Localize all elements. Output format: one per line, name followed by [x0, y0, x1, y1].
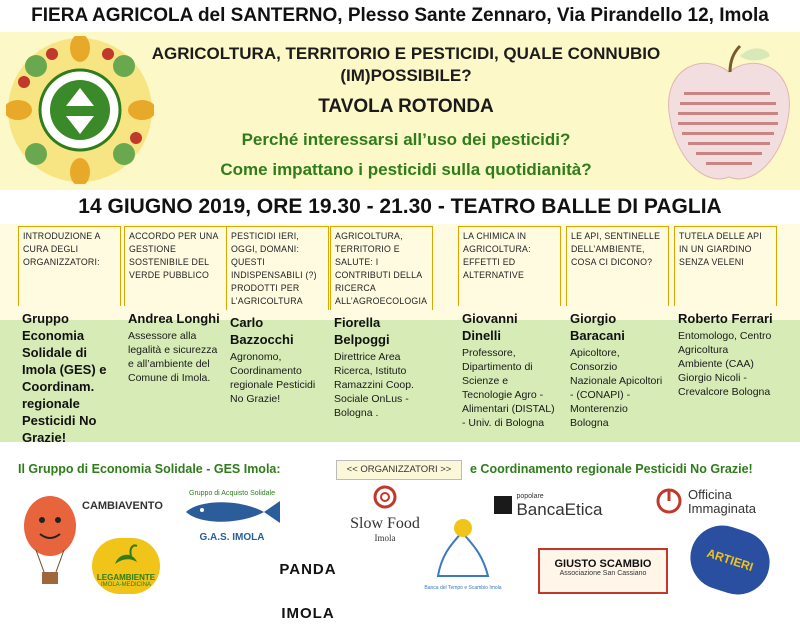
slow-food-label: Slow Food — [350, 515, 420, 532]
speaker-column — [566, 226, 669, 438]
date-line: 14 GIUGNO 2019, ORE 19.30 - 21.30 - TEATRO BALLE DI PAGLIA — [78, 195, 722, 218]
column-topic: INTRODUZIONE A CURA DEGLI ORGANIZZATORI: — [18, 226, 121, 306]
hands-icon — [428, 512, 498, 580]
speaker-column — [226, 226, 329, 438]
giusto-scambio-sublabel: Associazione San Cassiano — [559, 570, 647, 577]
speaker-column — [124, 226, 227, 438]
speaker-info: Agronomo, Coordinamento regionale Pesticidi No Grazie! — [230, 351, 316, 405]
banca-etica-mark-icon — [494, 496, 512, 514]
legambiente-logo — [92, 538, 160, 594]
column-topic: TUTELA DELLE API IN UN GIARDINO SENZA VELENI — [674, 226, 777, 306]
giusto-scambio-logo — [538, 548, 668, 594]
column-topic: PESTICIDI IERI, OGGI, DOMANI: QUESTI INDISPENSABILI (?) PRODOTTI PER L’AGRICOLTURA — [226, 226, 329, 310]
swan-icon — [111, 542, 141, 568]
banca-etica-logo — [494, 492, 624, 518]
speaker-info: Professore, Dipartimento di Scienze e Tecnologie Agro -Alimentari (DISTAL) - Univ. di Bologna — [462, 347, 555, 429]
column-topic: LA CHIMICA IN AGRICOLTURA: EFFETTI ED ALTERNATIVE — [458, 226, 561, 306]
speaker-name: Giovanni Dinelli — [462, 311, 518, 343]
organizers-left: Il Gruppo di Economia Solidale - GES Imola: — [18, 462, 281, 476]
speaker-column — [330, 226, 433, 438]
speaker-column — [458, 226, 561, 438]
officina-label-2: Immaginata — [688, 501, 756, 516]
panda-imola-label: PANDA IMOLA — [279, 561, 337, 622]
question-1: Perché interessarsi all’uso dei pesticidi? — [241, 130, 571, 149]
event-location: FIERA AGRICOLA del SANTERNO, Plesso Sante Zennaro, Via Pirandello 12, Imola — [31, 5, 769, 26]
organizers-right: e Coordinamento regionale Pesticidi No Grazie! — [470, 462, 753, 476]
speaker-info: Entomologo, Centro Agricoltura Ambiente (CAA) Giorgio Nicoli - Crevalcore Bologna — [678, 330, 772, 398]
title-line-2: (IM)POSSIBILE? — [340, 66, 472, 85]
speaker-name: Andrea Longhi — [128, 311, 220, 326]
speaker-name: Carlo Bazzocchi — [230, 315, 294, 347]
gas-imola-logo — [180, 490, 284, 550]
speaker-name: Giorgio Baracani — [570, 311, 625, 343]
title-line-1: AGRICOLTURA, TERRITORIO E PESTICIDI, QUALE CONNUBIO — [151, 44, 661, 63]
gas-imola-label: G.A.S. IMOLA — [199, 532, 265, 543]
speaker-name: Fiorella Belpoggi — [334, 315, 390, 347]
officina-label-1: Officina — [688, 487, 732, 502]
legambiente-sublabel: IMOLA-MEDICINA — [100, 582, 151, 588]
banca-etica-label: BancaEtica — [516, 500, 603, 519]
banca-del-tempo-label: Banca del Tempo e Scambio Imola — [424, 585, 502, 591]
question-2: Come impattano i pesticidi sulla quotidianità? — [220, 160, 592, 179]
gas-tagline: Gruppo di Acquisto Solidale — [189, 490, 275, 497]
banca-del-tempo-logo — [424, 512, 502, 596]
organizers-label: << ORGANIZZATORI >> — [336, 460, 462, 480]
column-topic: LE API, SENTINELLE DELL’AMBIENTE, COSA CI DICONO? — [566, 226, 669, 306]
mandala-logo — [6, 36, 154, 184]
artieri-logo — [682, 517, 778, 603]
legambiente-label: LEGAMBIENTE — [96, 573, 156, 582]
giusto-scambio-label: GIUSTO SCAMBIO — [554, 558, 652, 570]
speaker-column — [674, 226, 777, 438]
apple-wordcloud-image — [664, 42, 794, 190]
speaker-column — [18, 226, 121, 445]
officina-immaginata-logo — [656, 488, 786, 522]
subtitle: TAVOLA ROTONDA — [318, 96, 494, 117]
column-topic: ACCORDO PER UNA GESTIONE SOSTENIBILE DEL VERDE PUBBLICO — [124, 226, 227, 306]
artieri-label: ARTIERI — [705, 545, 755, 575]
speaker-info: Direttrice Area Ricerca, Istituto Ramazzini Coop. Sociale OnLus - Bologna . — [334, 351, 414, 419]
column-topic: AGRICOLTURA, TERRITORIO E SALUTE: I CONTRIBUTI DELLA RICERCA ALL’AGROECOLOGIA — [330, 226, 433, 310]
speaker-name: Roberto Ferrari — [678, 311, 773, 326]
slow-food-logo — [338, 484, 432, 544]
power-icon — [656, 488, 682, 514]
speaker-name: Gruppo Economia Solidale di Imola (GES) e Coordinam. regionale Pesticidi No Grazie! — [22, 311, 107, 445]
fish-icon — [180, 497, 284, 527]
panda-imola-logo — [262, 548, 354, 622]
cambiavento-logo: CAMBIAVENTO — [82, 500, 163, 512]
speaker-info: Apicoltore, Consorzio Nazionale Apicoltori - (CONAPI) - Monterenzio Bologna — [570, 347, 663, 429]
slow-food-sublabel: Imola — [374, 533, 396, 543]
snail-icon — [370, 484, 400, 510]
speaker-info: Assessore alla legalità e sicurezza e all’ambiente del Comune di Imola. — [128, 330, 218, 384]
banca-etica-small-label: popolare — [516, 493, 544, 500]
hot-air-balloon-logo — [22, 492, 78, 592]
